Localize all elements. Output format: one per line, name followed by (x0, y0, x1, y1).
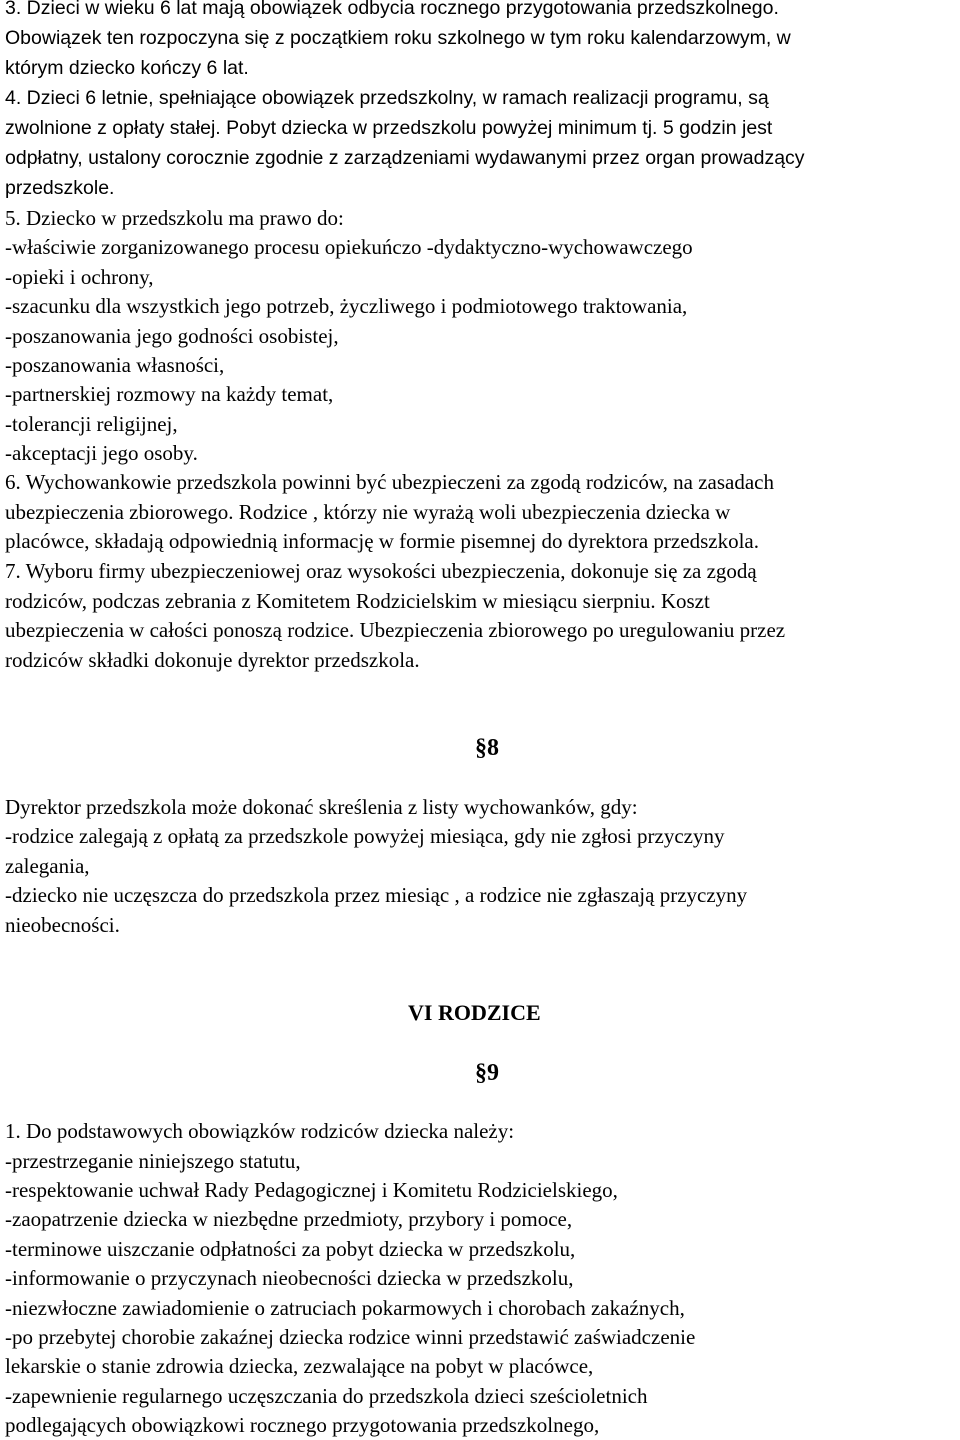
chapter-heading: VI RODZICE (408, 1000, 541, 1025)
text-line: -po przebytej chorobie zakaźnej dziecka rodzice winni przedstawić zaświadczenie (5, 1325, 696, 1349)
text-line: -poszanowania jego godności osobistej, (5, 324, 339, 348)
section-9-heading: §9 (475, 1060, 499, 1086)
text-line: -poszanowania własności, (5, 353, 225, 377)
section-8-heading: §8 (475, 735, 499, 761)
text-line: odpłatny, ustalony corocznie zgodnie z zarządzeniami wydawanymi przez organ prowadzący (5, 147, 805, 169)
text-line: ubezpieczenia zbiorowego. Rodzice , którzy nie wyrażą woli ubezpieczenia dziecka w (5, 500, 731, 524)
text-line: -tolerancji religijnej, (5, 412, 178, 436)
text-line: -przestrzeganie niniejszego statutu, (5, 1149, 301, 1173)
text-line: -informowanie o przyczynach nieobecności dziecka w przedszkolu, (5, 1266, 574, 1290)
text-line: 4. Dzieci 6 letnie, spełniające obowiązek przedszkolny, w ramach realizacji programu, są (5, 87, 769, 109)
text-line: 1. Do podstawowych obowiązków rodziców dziecka należy: (5, 1119, 515, 1143)
text-line: Dyrektor przedszkola może dokonać skreślenia z listy wychowanków, gdy: (5, 795, 638, 819)
text-line: zwolnione z opłaty stałej. Pobyt dziecka w przedszkolu powyżej minimum tj. 5 godzin jest (5, 117, 773, 139)
text-line: placówce, składają odpowiednią informację w formie pisemnej do dyrektora przedszkola. (5, 529, 759, 553)
text-line: Obowiązek ten rozpoczyna się z początkiem roku szkolnego w tym roku kalendarzowym, w (5, 27, 791, 49)
text-line: -rodzice zalegają z opłatą za przedszkole powyżej miesiąca, gdy nie zgłosi przyczyny (5, 824, 725, 848)
text-line: -niezwłoczne zawiadomienie o zatruciach pokarmowych i chorobach zakaźnych, (5, 1296, 685, 1320)
text-line: 3. Dzieci w wieku 6 lat mają obowiązek odbycia rocznego przygotowania przedszkolnego. (5, 0, 779, 19)
text-line: -partnerskiej rozmowy na każdy temat, (5, 382, 334, 406)
text-line: 7. Wyboru firmy ubezpieczeniowej oraz wysokości ubezpieczenia, dokonuje się za zgodą (5, 559, 757, 583)
text-line: -zapewnienie regularnego uczęszczania do przedszkola dzieci sześcioletnich (5, 1384, 648, 1408)
text-line: -terminowe uiszczanie odpłatności za pobyt dziecka w przedszkolu, (5, 1237, 576, 1261)
text-line: -opieki i ochrony, (5, 265, 154, 289)
text-line: 6. Wychowankowie przedszkola powinni być ubezpieczeni za zgodą rodziców, na zasadach (5, 470, 774, 494)
text-line: zalegania, (5, 854, 90, 878)
text-line: -respektowanie uchwał Rady Pedagogicznej i Komitetu Rodzicielskiego, (5, 1178, 618, 1202)
text-line: przedszkole. (5, 177, 115, 199)
text-line: podlegających obowiązkowi rocznego przygotowania przedszkolnego, (5, 1413, 600, 1437)
text-line: nieobecności. (5, 913, 120, 937)
text-line: ubezpieczenia w całości ponoszą rodzice. Ubezpieczenia zbiorowego po uregulowaniu przez (5, 618, 786, 642)
text-line: -akceptacji jego osoby. (5, 441, 198, 465)
text-line: którym dziecko kończy 6 lat. (5, 57, 249, 79)
text-line: -właściwie zorganizowanego procesu opiekuńczo -dydaktyczno-wychowawczego (5, 235, 693, 259)
text-line: -dziecko nie uczęszcza do przedszkola przez miesiąc , a rodzice nie zgłaszają przyczyny (5, 883, 748, 907)
text-line: lekarskie o stanie zdrowia dziecka, zezwalające na pobyt w placówce, (5, 1354, 594, 1378)
text-line: 5. Dziecko w przedszkolu ma prawo do: (5, 206, 344, 230)
text-line: -zaopatrzenie dziecka w niezbędne przedmioty, przybory i pomoce, (5, 1207, 573, 1231)
text-line: rodziców składki dokonuje dyrektor przedszkola. (5, 648, 420, 672)
text-line: -szacunku dla wszystkich jego potrzeb, życzliwego i podmiotowego traktowania, (5, 294, 688, 318)
text-line: rodziców, podczas zebrania z Komitetem Rodzicielskim w miesiącu sierpniu. Koszt (5, 589, 710, 613)
